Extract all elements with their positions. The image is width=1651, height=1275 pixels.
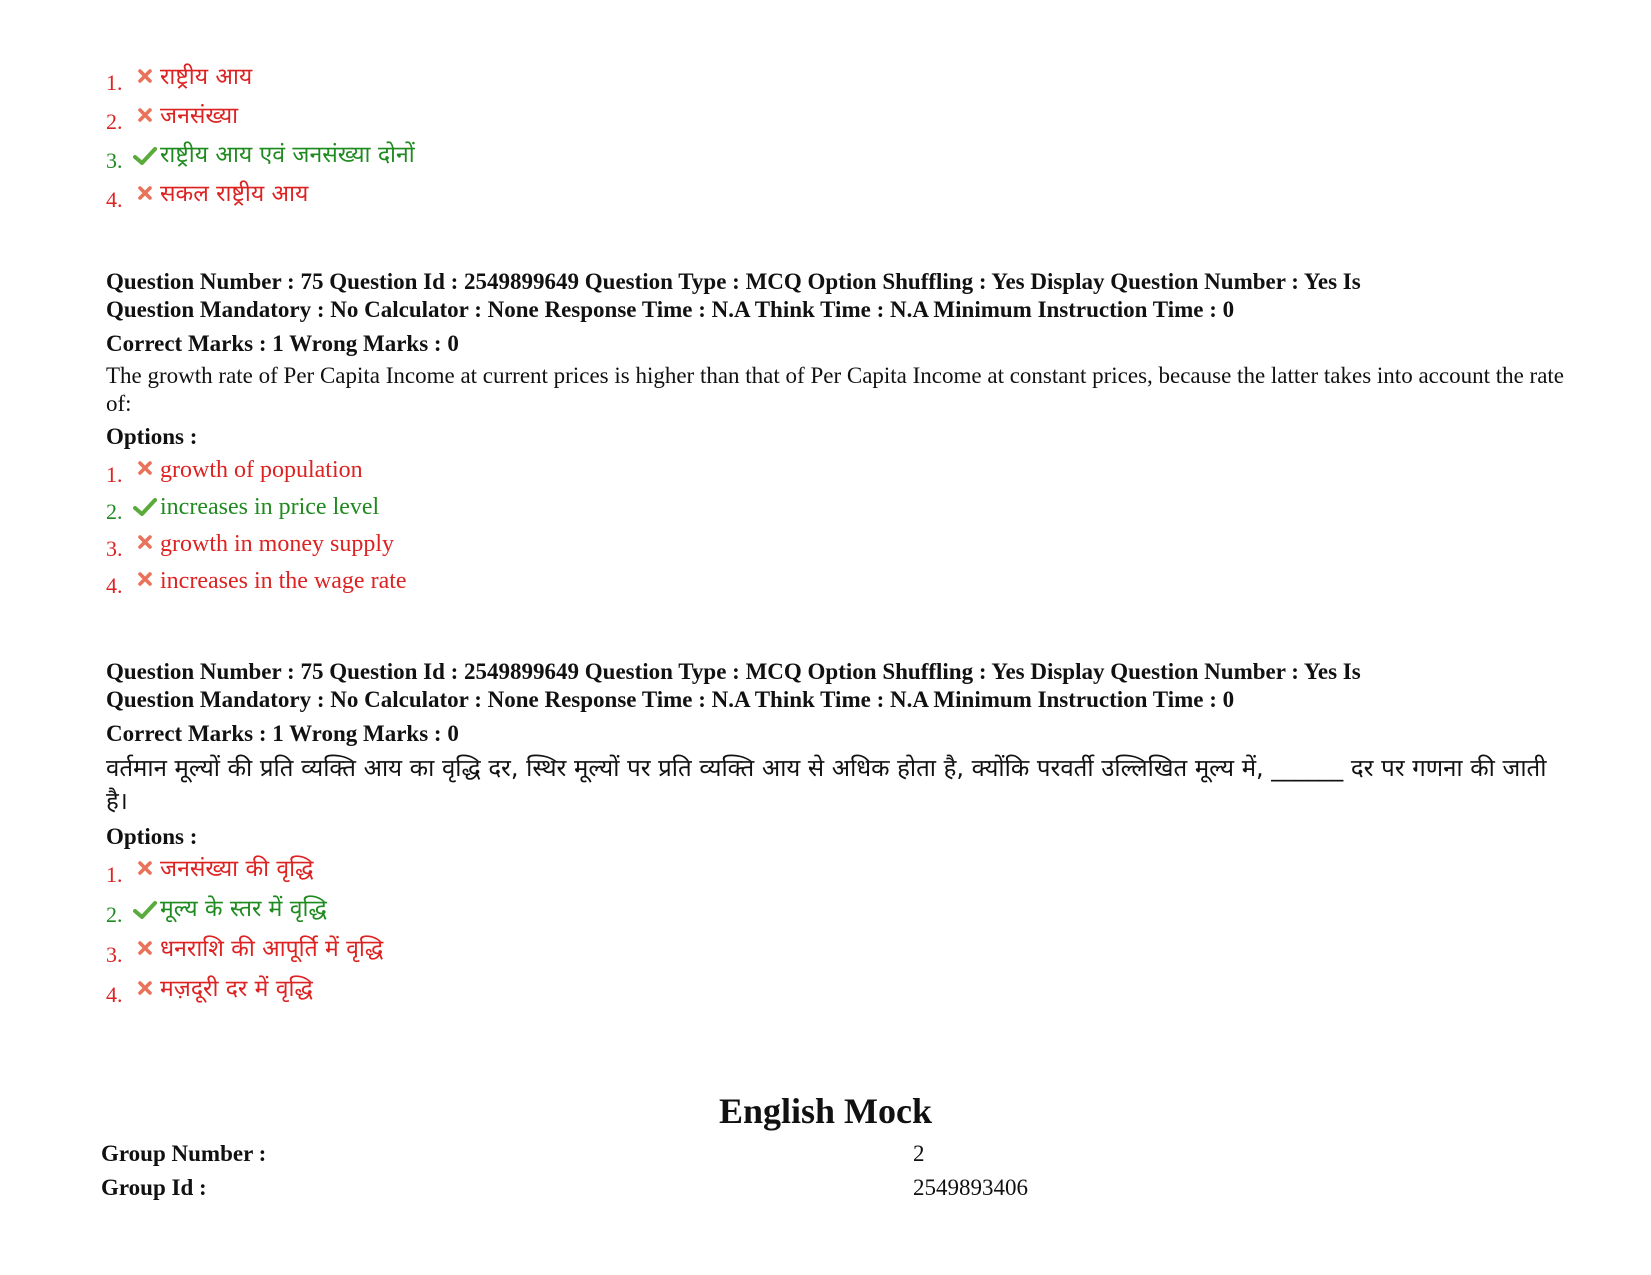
- cross-icon: [130, 858, 160, 886]
- cross-icon: [130, 532, 160, 560]
- group-number-row: [101, 1137, 1028, 1171]
- option-number: 3.: [106, 536, 123, 561]
- option-text: increases in the wage rate: [160, 568, 407, 594]
- group-number-value: 2: [913, 1141, 925, 1166]
- option-number: 4.: [106, 573, 123, 598]
- option-text: मूल्य के स्तर में वृद्धि: [160, 896, 327, 922]
- option-item: [106, 978, 1566, 1018]
- section-title: English Mock: [718, 1091, 933, 1131]
- options-list: [106, 858, 1566, 1018]
- option-item: [106, 66, 1566, 105]
- option-item: [106, 183, 1566, 222]
- option-number: 1.: [106, 70, 123, 95]
- option-text: सकल राष्ट्रीय आय: [160, 181, 309, 207]
- option-text: growth of population: [160, 457, 363, 483]
- option-item: [106, 858, 1566, 898]
- cross-icon: [130, 458, 160, 486]
- question-meta-line2: Question Mandatory : No Calculator : None Response Time : N.A Think Time : N.A Minimum Instruction Time : 0: [106, 297, 1235, 322]
- cross-icon: [130, 105, 160, 133]
- group-id-label: Group Id :: [101, 1175, 207, 1200]
- options-list: [106, 66, 1566, 222]
- check-icon: [130, 144, 160, 172]
- option-number: 2.: [106, 902, 123, 927]
- question-meta: [106, 658, 1566, 714]
- group-info: [101, 1137, 1028, 1205]
- option-number: 4.: [106, 982, 123, 1007]
- question-block-english: [106, 268, 1566, 606]
- option-number: 2.: [106, 109, 123, 134]
- question-meta-line2: Question Mandatory : No Calculator : None Response Time : N.A Think Time : N.A Minimum Instruction Time : 0: [106, 687, 1235, 712]
- option-item: [106, 458, 1566, 495]
- option-number: 1.: [106, 462, 123, 487]
- option-text: धनराशि की आपूर्ति में वृद्धि: [160, 936, 384, 962]
- cross-icon: [130, 183, 160, 211]
- cross-icon: [130, 569, 160, 597]
- option-number: 2.: [106, 499, 123, 524]
- check-icon: [130, 495, 160, 523]
- group-number-label: Group Number :: [101, 1141, 267, 1166]
- option-item: [106, 532, 1566, 569]
- option-text: राष्ट्रीय आय एवं जनसंख्या दोनों: [160, 142, 415, 168]
- cross-icon: [130, 66, 160, 94]
- cross-icon: [130, 978, 160, 1006]
- option-item: [106, 105, 1566, 144]
- option-text: राष्ट्रीय आय: [160, 64, 253, 90]
- option-text: growth in money supply: [160, 531, 394, 557]
- options-label: Options :: [106, 824, 198, 849]
- question-block-hindi: [106, 658, 1566, 1018]
- option-number: 4.: [106, 187, 123, 212]
- question-text: The growth rate of Per Capita Income at current prices is higher than that of Per Capita Income at constant prices, because the latter takes into account the rate of:: [106, 363, 1565, 416]
- question-marks: Correct Marks : 1 Wrong Marks : 0: [106, 331, 459, 356]
- previous-question-options: [106, 66, 1566, 222]
- question-meta: [106, 268, 1566, 324]
- options-list: [106, 458, 1566, 606]
- option-item: [106, 569, 1566, 606]
- option-item: [106, 495, 1566, 532]
- option-text: increases in price level: [160, 494, 380, 520]
- question-meta-line1: Question Number : 75 Question Id : 2549899649 Question Type : MCQ Option Shuffling : Yes Display Question Number : Yes Is: [106, 269, 1361, 294]
- option-text: मज़दूरी दर में वृद्धि: [160, 976, 313, 1002]
- option-item: [106, 938, 1566, 978]
- cross-icon: [130, 938, 160, 966]
- group-id-row: [101, 1171, 1028, 1205]
- option-item: [106, 898, 1566, 938]
- check-icon: [130, 898, 160, 926]
- option-number: 3.: [106, 148, 123, 173]
- option-number: 3.: [106, 942, 123, 967]
- question-marks: Correct Marks : 1 Wrong Marks : 0: [106, 721, 459, 746]
- option-text: जनसंख्या की वृद्धि: [160, 856, 314, 882]
- option-item: [106, 144, 1566, 183]
- options-label: Options :: [106, 424, 198, 449]
- option-number: 1.: [106, 862, 123, 887]
- group-id-value: 2549893406: [913, 1175, 1028, 1200]
- option-text: जनसंख्या: [160, 103, 239, 129]
- question-text: वर्तमान मूल्यों की प्रति व्यक्ति आय का वृद्धि दर, स्थिर मूल्यों पर प्रति व्यक्ति आय से अधिक होता है, क्योंकि परवर्ती उल्लिखित मूल्य में, ______ दर पर गणना की जाती है।: [106, 754, 1547, 815]
- question-meta-line1: Question Number : 75 Question Id : 2549899649 Question Type : MCQ Option Shuffling : Yes Display Question Number : Yes Is: [106, 659, 1361, 684]
